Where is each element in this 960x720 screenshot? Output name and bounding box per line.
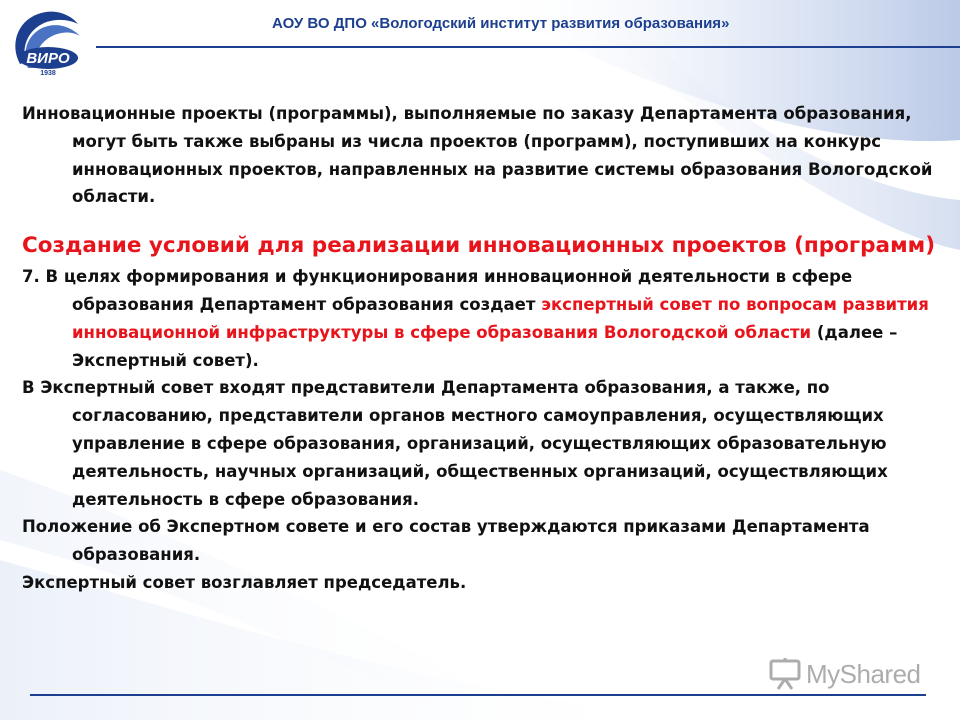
watermark-text: MyShared — [806, 658, 921, 689]
paragraph-council-members: В Экспертный совет входят представители Департамента образования, а также, по согласованию, представители органов местного самоуправления, осуществляющих управление в сфере образования, организаций, осуществляющих образовательную деятельность, научных организаций, общественных организаций, осуществляющих деятельность в сфере образования. — [22, 378, 888, 509]
myshared-watermark — [768, 656, 921, 692]
presentation-board-icon — [768, 657, 802, 691]
footer-divider — [30, 694, 926, 696]
paragraph-council-chair: Экспертный совет возглавляет председатель. — [22, 572, 467, 592]
header-divider — [96, 46, 960, 48]
logo-text: ВИРО — [26, 50, 70, 67]
paragraph-expert-council-creation — [22, 263, 952, 374]
paragraph-text-before: 7. В целях формирования и функционирования инновационной деятельности в сфере образования Департамент образования создает — [22, 267, 853, 314]
paragraph-text-after: (далее – Экспертный совет). — [72, 322, 898, 370]
viro-logo — [8, 6, 88, 78]
slide-content — [22, 100, 952, 597]
highlighted-council-name: экспертный совет по вопросам развития инновационной инфраструктуры в сфере образования Вологодской области — [72, 294, 929, 342]
header-title: АОУ ВО ДПО «Вологодский институт развития образования» — [272, 15, 730, 32]
paragraph-innovation-projects: Инновационные проекты (программы), выполняемые по заказу Департамента образования, могут быть также выбраны из числа проектов (программ), поступивших на конкурс инновационных проектов, направленных на развитие системы образования Вологодской области. — [22, 104, 933, 207]
paragraph-council-regulation: Положение об Экспертном совете и его состав утверждаются приказами Департамента образования. — [22, 517, 870, 565]
logo-year: 1938 — [40, 70, 56, 77]
section-heading: Создание условий для реализации инновационных проектов (программ) — [22, 233, 936, 259]
